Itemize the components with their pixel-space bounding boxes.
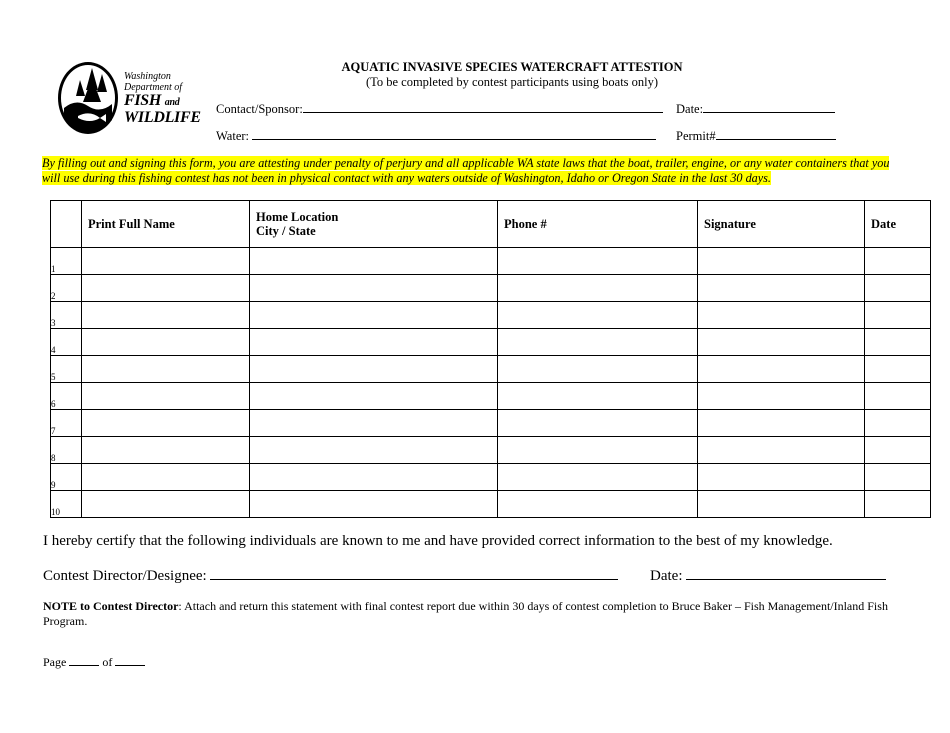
table-row — [51, 248, 931, 275]
director-date-line[interactable] — [686, 566, 886, 580]
phone-cell[interactable] — [498, 329, 698, 356]
date-cell[interactable] — [865, 356, 931, 383]
header-number — [51, 201, 82, 248]
note-text: : Attach and return this statement with final contest report due within 30 days of contest completion to Bruce Baker – Fish Management/Inland Fish Program. — [43, 599, 888, 628]
water-label: Water: — [216, 129, 250, 143]
logo-line-2: Department of — [124, 81, 183, 93]
form-subtitle: (To be completed by contest participants using boats only) — [365, 75, 659, 89]
page-total-line[interactable] — [115, 654, 145, 666]
signature-cell[interactable] — [698, 248, 865, 275]
table-header-row — [51, 201, 931, 248]
table-row — [51, 329, 931, 356]
name-cell[interactable] — [82, 383, 250, 410]
certification-statement: I hereby certify that the following individuals are known to me and have provided correct information to the best of my knowledge. — [43, 533, 833, 549]
page-of-label: of — [102, 655, 113, 669]
name-cell[interactable] — [82, 491, 250, 518]
page-number-field[interactable] — [43, 654, 145, 670]
name-cell[interactable] — [82, 437, 250, 464]
director-field[interactable] — [43, 566, 618, 585]
contact-sponsor-label: Contact/Sponsor: — [216, 102, 303, 116]
phone-cell[interactable] — [498, 410, 698, 437]
name-cell[interactable] — [82, 248, 250, 275]
signature-cell[interactable] — [698, 437, 865, 464]
name-cell[interactable] — [82, 302, 250, 329]
page-label: Page — [43, 655, 67, 669]
director-date-field[interactable] — [650, 566, 886, 585]
location-cell[interactable] — [250, 302, 498, 329]
date-cell[interactable] — [865, 248, 931, 275]
date-cell[interactable] — [865, 491, 931, 518]
table-row — [51, 356, 931, 383]
contact-sponsor-line[interactable] — [303, 101, 663, 113]
director-date-label: Date: — [650, 568, 683, 584]
date-cell[interactable] — [865, 437, 931, 464]
location-cell[interactable] — [250, 491, 498, 518]
location-cell[interactable] — [250, 464, 498, 491]
header-date: Date — [865, 201, 931, 248]
location-cell[interactable] — [250, 437, 498, 464]
header-phone: Phone # — [498, 201, 698, 248]
phone-cell[interactable] — [498, 275, 698, 302]
director-label: Contest Director/Designee: — [43, 568, 207, 584]
row-number: 9 — [51, 464, 82, 491]
phone-cell[interactable] — [498, 437, 698, 464]
location-cell[interactable] — [250, 356, 498, 383]
row-number: 7 — [51, 410, 82, 437]
phone-cell[interactable] — [498, 302, 698, 329]
table-row — [51, 491, 931, 518]
date-cell[interactable] — [865, 410, 931, 437]
signature-cell[interactable] — [698, 410, 865, 437]
row-number: 3 — [51, 302, 82, 329]
header-home-location: Home Location City / State — [250, 201, 498, 248]
row-number: 6 — [51, 383, 82, 410]
attestation-statement: By filling out and signing this form, you are attesting under penalty of perjury and all applicable WA state laws that the boat, trailer, engine, or any water containers that you will use during this fishing contest has not been in physical contact with any waters outside of Washington, Idaho or Oregon State in the last 30 days. — [42, 156, 890, 185]
row-number: 4 — [51, 329, 82, 356]
phone-cell[interactable] — [498, 356, 698, 383]
name-cell[interactable] — [82, 356, 250, 383]
director-signature-line[interactable] — [210, 566, 618, 580]
phone-cell[interactable] — [498, 248, 698, 275]
phone-cell[interactable] — [498, 491, 698, 518]
table-row — [51, 302, 931, 329]
signature-cell[interactable] — [698, 302, 865, 329]
signature-cell[interactable] — [698, 383, 865, 410]
row-number: 1 — [51, 248, 82, 275]
permit-line[interactable] — [716, 128, 836, 140]
contact-sponsor-field[interactable] — [216, 101, 663, 117]
table-row — [51, 437, 931, 464]
water-field[interactable] — [216, 128, 656, 144]
logo-line-3: FISH and — [124, 92, 180, 109]
row-number: 8 — [51, 437, 82, 464]
name-cell[interactable] — [82, 329, 250, 356]
date-label: Date: — [676, 102, 704, 116]
row-number: 2 — [51, 275, 82, 302]
date-cell[interactable] — [865, 383, 931, 410]
signature-cell[interactable] — [698, 491, 865, 518]
date-field[interactable] — [676, 101, 835, 117]
row-number: 10 — [51, 491, 82, 518]
table-row — [51, 383, 931, 410]
phone-cell[interactable] — [498, 383, 698, 410]
permit-label: Permit# — [676, 129, 716, 143]
permit-field[interactable] — [676, 128, 836, 144]
date-line[interactable] — [703, 101, 835, 113]
signature-cell[interactable] — [698, 356, 865, 383]
header-print-full-name: Print Full Name — [82, 201, 250, 248]
signature-cell[interactable] — [698, 329, 865, 356]
name-cell[interactable] — [82, 410, 250, 437]
participant-table — [50, 200, 931, 518]
table-row — [51, 275, 931, 302]
page-number-line[interactable] — [69, 654, 99, 666]
form-title: AQUATIC INVASIVE SPECIES WATERCRAFT ATTESTION — [341, 60, 683, 74]
note-to-director — [43, 599, 909, 629]
location-cell[interactable] — [250, 275, 498, 302]
date-cell[interactable] — [865, 275, 931, 302]
header-signature: Signature — [698, 201, 865, 248]
note-heading: NOTE to Contest Director — [43, 599, 179, 613]
location-cell[interactable] — [250, 329, 498, 356]
phone-cell[interactable] — [498, 464, 698, 491]
water-line[interactable] — [252, 128, 656, 140]
date-cell[interactable] — [865, 329, 931, 356]
name-cell[interactable] — [82, 275, 250, 302]
date-cell[interactable] — [865, 464, 931, 491]
location-cell[interactable] — [250, 383, 498, 410]
table-row — [51, 464, 931, 491]
signature-cell[interactable] — [698, 275, 865, 302]
location-cell[interactable] — [250, 410, 498, 437]
logo-line-1: Washington — [124, 71, 171, 82]
logo-wordmark — [124, 72, 201, 127]
logo-line-4: WILDLIFE — [124, 108, 201, 126]
row-number: 5 — [51, 356, 82, 383]
table-row — [51, 410, 931, 437]
location-cell[interactable] — [250, 248, 498, 275]
name-cell[interactable] — [82, 464, 250, 491]
date-cell[interactable] — [865, 302, 931, 329]
signature-cell[interactable] — [698, 464, 865, 491]
